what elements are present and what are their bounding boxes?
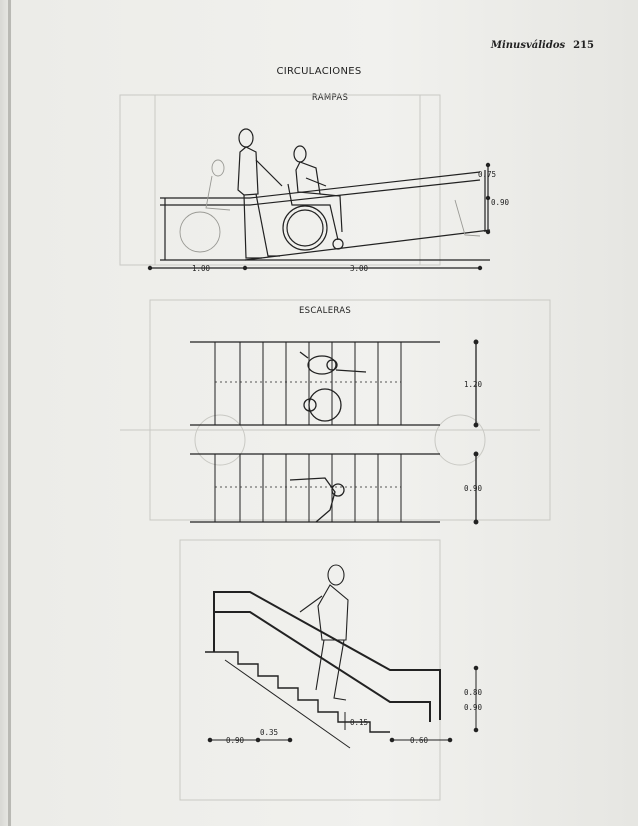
- dim-rail-3: 0.80: [464, 688, 483, 697]
- dim-extension-b: 0.60: [410, 736, 429, 745]
- wheelchair-user-head: [294, 146, 306, 162]
- dim-step-rise: 0.15: [350, 718, 369, 727]
- person-torso: [238, 147, 258, 195]
- dim-ramp-b: 3.00: [350, 264, 369, 273]
- dim-rail-4: 0.90: [464, 703, 483, 712]
- person-head: [239, 129, 253, 147]
- stair-soffit: [225, 660, 350, 748]
- plan-figure-1: [300, 352, 366, 374]
- wheelchair-user-torso: [296, 162, 320, 194]
- plan-figure-3: [290, 478, 344, 522]
- stair-section: [205, 565, 478, 748]
- ramps-heading: RAMPAS: [311, 93, 349, 103]
- dim-extension-a: 0.90: [226, 736, 245, 745]
- ramp-handrail-sloped: [250, 172, 480, 198]
- dim-rail-2: 0.90: [491, 198, 510, 207]
- section-title: CIRCULACIONES: [276, 66, 362, 77]
- stair-treads: [215, 342, 401, 522]
- ramp-slope: [245, 230, 490, 260]
- page-number: 215: [573, 40, 594, 51]
- person-arm: [256, 160, 282, 186]
- ghost-wheelchair-right: [455, 200, 480, 236]
- dim-rail-1: 0.75: [478, 170, 497, 179]
- running-title: Minusválidos: [490, 40, 566, 51]
- wheelchair-castor: [333, 239, 343, 249]
- section-dimension-lines: [208, 666, 478, 742]
- plan-figure-2: [304, 389, 341, 421]
- ramp-drawing: [148, 129, 490, 270]
- dim-ramp-a: 1.00: [192, 264, 211, 273]
- wheelchair-wheel: [283, 206, 327, 250]
- handrail-lower: [214, 612, 430, 722]
- stairs-heading: ESCALERAS: [298, 306, 352, 316]
- stair-plan: [190, 340, 478, 524]
- dim-tread: 0.35: [260, 728, 279, 737]
- dim-stair-width-1: 1.20: [464, 380, 483, 389]
- ghost-wheelchair-left: [180, 160, 230, 252]
- dim-stair-width-2: 0.90: [464, 484, 483, 493]
